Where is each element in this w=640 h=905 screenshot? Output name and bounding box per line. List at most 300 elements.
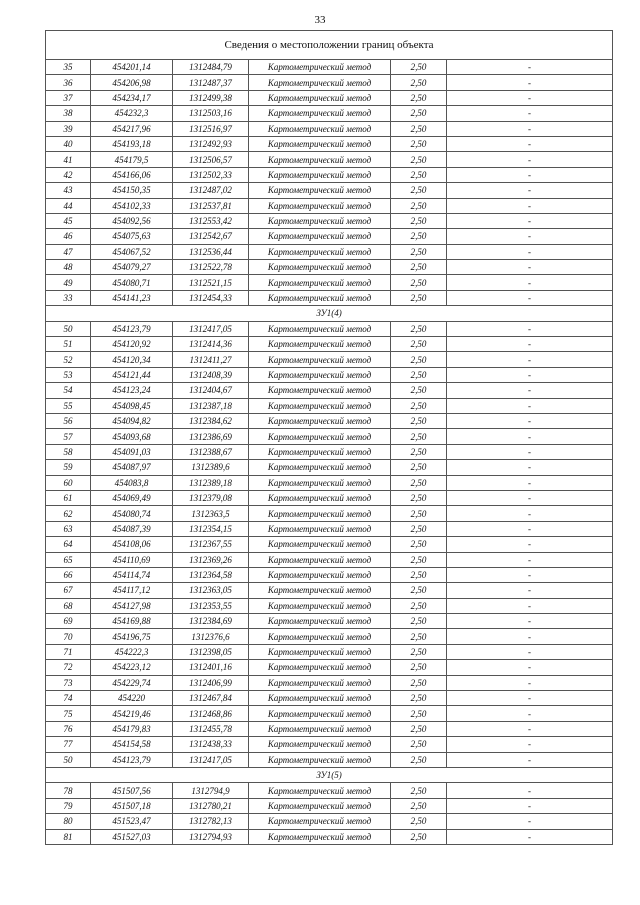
table-row (46, 260, 613, 275)
table-row (46, 798, 613, 813)
description-cell: - (447, 444, 613, 459)
accuracy-cell: 2,50 (391, 352, 447, 367)
y-coordinate-cell: 1312522,78 (173, 260, 249, 275)
table-row (46, 183, 613, 198)
table-row (46, 429, 613, 444)
x-coordinate-cell: 454154,58 (91, 737, 173, 752)
y-coordinate-cell: 1312467,84 (173, 691, 249, 706)
y-coordinate-cell: 1312794,9 (173, 783, 249, 798)
point-number-cell: 80 (46, 814, 91, 829)
table-row (46, 537, 613, 552)
method-cell: Картометрический метод (249, 398, 391, 413)
description-cell: - (447, 814, 613, 829)
point-number-cell: 67 (46, 583, 91, 598)
method-cell: Картометрический метод (249, 337, 391, 352)
point-number-cell: 69 (46, 614, 91, 629)
description-cell: - (447, 783, 613, 798)
x-coordinate-cell: 454067,52 (91, 244, 173, 259)
x-coordinate-cell: 454075,63 (91, 229, 173, 244)
accuracy-cell: 2,50 (391, 521, 447, 536)
y-coordinate-cell: 1312376,6 (173, 629, 249, 644)
y-coordinate-cell: 1312542,67 (173, 229, 249, 244)
method-cell: Картометрический метод (249, 290, 391, 305)
method-cell: Картометрический метод (249, 167, 391, 182)
accuracy-cell: 2,50 (391, 783, 447, 798)
table-row (46, 490, 613, 505)
accuracy-cell: 2,50 (391, 90, 447, 105)
point-number-cell: 63 (46, 521, 91, 536)
description-cell: - (447, 583, 613, 598)
table-row (46, 629, 613, 644)
point-number-cell: 58 (46, 444, 91, 459)
method-cell: Картометрический метод (249, 136, 391, 151)
point-number-cell: 54 (46, 383, 91, 398)
method-cell: Картометрический метод (249, 383, 391, 398)
accuracy-cell: 2,50 (391, 721, 447, 736)
description-cell: - (447, 106, 613, 121)
accuracy-cell: 2,50 (391, 629, 447, 644)
accuracy-cell: 2,50 (391, 567, 447, 582)
point-number-cell: 71 (46, 644, 91, 659)
y-coordinate-cell: 1312401,16 (173, 660, 249, 675)
x-coordinate-cell: 454229,74 (91, 675, 173, 690)
description-cell: - (447, 675, 613, 690)
description-cell: - (447, 829, 613, 844)
method-cell: Картометрический метод (249, 644, 391, 659)
method-cell: Картометрический метод (249, 798, 391, 813)
point-number-cell: 59 (46, 460, 91, 475)
table-row (46, 644, 613, 659)
accuracy-cell: 2,50 (391, 583, 447, 598)
x-coordinate-cell: 454080,74 (91, 506, 173, 521)
accuracy-cell: 2,50 (391, 752, 447, 767)
description-cell: - (447, 321, 613, 336)
y-coordinate-cell: 1312780,21 (173, 798, 249, 813)
method-cell: Картометрический метод (249, 752, 391, 767)
description-cell: - (447, 90, 613, 105)
point-number-cell: 33 (46, 290, 91, 305)
point-number-cell: 62 (46, 506, 91, 521)
method-cell: Картометрический метод (249, 444, 391, 459)
x-coordinate-cell: 454196,75 (91, 629, 173, 644)
y-coordinate-cell: 1312384,62 (173, 413, 249, 428)
x-coordinate-cell: 454123,79 (91, 321, 173, 336)
x-coordinate-cell: 454083,8 (91, 475, 173, 490)
y-coordinate-cell: 1312386,69 (173, 429, 249, 444)
accuracy-cell: 2,50 (391, 660, 447, 675)
y-coordinate-cell: 1312492,93 (173, 136, 249, 151)
description-cell: - (447, 490, 613, 505)
table-row (46, 614, 613, 629)
accuracy-cell: 2,50 (391, 398, 447, 413)
y-coordinate-cell: 1312499,38 (173, 90, 249, 105)
description-cell: - (447, 506, 613, 521)
x-coordinate-cell: 454193,18 (91, 136, 173, 151)
accuracy-cell: 2,50 (391, 75, 447, 90)
method-cell: Картометрический метод (249, 552, 391, 567)
method-cell: Картометрический метод (249, 275, 391, 290)
method-cell: Картометрический метод (249, 152, 391, 167)
table-row (46, 598, 613, 613)
table-row (46, 521, 613, 536)
x-coordinate-cell: 454087,97 (91, 460, 173, 475)
x-coordinate-cell: 454127,98 (91, 598, 173, 613)
description-cell: - (447, 706, 613, 721)
y-coordinate-cell: 1312487,02 (173, 183, 249, 198)
table-row (46, 583, 613, 598)
point-number-cell: 77 (46, 737, 91, 752)
description-cell: - (447, 691, 613, 706)
description-cell: - (447, 260, 613, 275)
table-row (46, 506, 613, 521)
point-number-cell: 72 (46, 660, 91, 675)
x-coordinate-cell: 454234,17 (91, 90, 173, 105)
x-coordinate-cell: 454169,88 (91, 614, 173, 629)
method-cell: Картометрический метод (249, 413, 391, 428)
table-row (46, 475, 613, 490)
point-number-cell: 48 (46, 260, 91, 275)
method-cell: Картометрический метод (249, 783, 391, 798)
accuracy-cell: 2,50 (391, 675, 447, 690)
y-coordinate-cell: 1312794,93 (173, 829, 249, 844)
table-row (46, 460, 613, 475)
y-coordinate-cell: 1312353,55 (173, 598, 249, 613)
point-number-cell: 56 (46, 413, 91, 428)
accuracy-cell: 2,50 (391, 198, 447, 213)
description-cell: - (447, 460, 613, 475)
y-coordinate-cell: 1312364,58 (173, 567, 249, 582)
table-row (46, 90, 613, 105)
method-cell: Картометрический метод (249, 429, 391, 444)
x-coordinate-cell: 454110,69 (91, 552, 173, 567)
x-coordinate-cell: 454087,39 (91, 521, 173, 536)
description-cell: - (447, 521, 613, 536)
y-coordinate-cell: 1312414,36 (173, 337, 249, 352)
accuracy-cell: 2,50 (391, 460, 447, 475)
description-cell: - (447, 136, 613, 151)
method-cell: Картометрический метод (249, 814, 391, 829)
section-label: ЗУ1(4) (46, 306, 613, 321)
method-cell: Картометрический метод (249, 629, 391, 644)
accuracy-cell: 2,50 (391, 213, 447, 228)
y-coordinate-cell: 1312406,99 (173, 675, 249, 690)
y-coordinate-cell: 1312363,05 (173, 583, 249, 598)
description-cell: - (447, 737, 613, 752)
method-cell: Картометрический метод (249, 213, 391, 228)
description-cell: - (447, 275, 613, 290)
table-row (46, 706, 613, 721)
table-row (46, 60, 613, 75)
point-number-cell: 39 (46, 121, 91, 136)
table-row (46, 152, 613, 167)
method-cell: Картометрический метод (249, 121, 391, 136)
y-coordinate-cell: 1312455,78 (173, 721, 249, 736)
point-number-cell: 51 (46, 337, 91, 352)
description-cell: - (447, 229, 613, 244)
accuracy-cell: 2,50 (391, 737, 447, 752)
method-cell: Картометрический метод (249, 706, 391, 721)
accuracy-cell: 2,50 (391, 429, 447, 444)
x-coordinate-cell: 451507,18 (91, 798, 173, 813)
accuracy-cell: 2,50 (391, 706, 447, 721)
table-row (46, 567, 613, 582)
description-cell: - (447, 244, 613, 259)
table-row (46, 752, 613, 767)
x-coordinate-cell: 454121,44 (91, 367, 173, 382)
y-coordinate-cell: 1312487,37 (173, 75, 249, 90)
table-row (46, 367, 613, 382)
accuracy-cell: 2,50 (391, 121, 447, 136)
table-row (46, 290, 613, 305)
description-cell: - (447, 429, 613, 444)
y-coordinate-cell: 1312367,55 (173, 537, 249, 552)
accuracy-cell: 2,50 (391, 337, 447, 352)
point-number-cell: 49 (46, 275, 91, 290)
accuracy-cell: 2,50 (391, 229, 447, 244)
y-coordinate-cell: 1312387,18 (173, 398, 249, 413)
point-number-cell: 50 (46, 321, 91, 336)
accuracy-cell: 2,50 (391, 136, 447, 151)
method-cell: Картометрический метод (249, 475, 391, 490)
accuracy-cell: 2,50 (391, 167, 447, 182)
method-cell: Картометрический метод (249, 60, 391, 75)
method-cell: Картометрический метод (249, 183, 391, 198)
description-cell: - (447, 167, 613, 182)
y-coordinate-cell: 1312468,86 (173, 706, 249, 721)
y-coordinate-cell: 1312417,05 (173, 321, 249, 336)
method-cell: Картометрический метод (249, 260, 391, 275)
y-coordinate-cell: 1312389,18 (173, 475, 249, 490)
accuracy-cell: 2,50 (391, 475, 447, 490)
y-coordinate-cell: 1312379,08 (173, 490, 249, 505)
description-cell: - (447, 567, 613, 582)
x-coordinate-cell: 451523,47 (91, 814, 173, 829)
method-cell: Картометрический метод (249, 598, 391, 613)
y-coordinate-cell: 1312516,97 (173, 121, 249, 136)
method-cell: Картометрический метод (249, 521, 391, 536)
method-cell: Картометрический метод (249, 106, 391, 121)
point-number-cell: 79 (46, 798, 91, 813)
table-row (46, 167, 613, 182)
table-row (46, 783, 613, 798)
x-coordinate-cell: 454094,82 (91, 413, 173, 428)
point-number-cell: 81 (46, 829, 91, 844)
x-coordinate-cell: 454093,68 (91, 429, 173, 444)
method-cell: Картометрический метод (249, 198, 391, 213)
description-cell: - (447, 798, 613, 813)
accuracy-cell: 2,50 (391, 244, 447, 259)
table-row (46, 106, 613, 121)
table-row (46, 383, 613, 398)
method-cell: Картометрический метод (249, 829, 391, 844)
method-cell: Картометрический метод (249, 614, 391, 629)
method-cell: Картометрический метод (249, 229, 391, 244)
description-cell: - (447, 290, 613, 305)
section-label: ЗУ1(5) (46, 767, 613, 782)
description-cell: - (447, 152, 613, 167)
x-coordinate-cell: 454117,12 (91, 583, 173, 598)
point-number-cell: 70 (46, 629, 91, 644)
point-number-cell: 42 (46, 167, 91, 182)
accuracy-cell: 2,50 (391, 413, 447, 428)
method-cell: Картометрический метод (249, 737, 391, 752)
y-coordinate-cell: 1312417,05 (173, 752, 249, 767)
table-row (46, 275, 613, 290)
accuracy-cell: 2,50 (391, 321, 447, 336)
y-coordinate-cell: 1312503,16 (173, 106, 249, 121)
method-cell: Картометрический метод (249, 367, 391, 382)
table-row (46, 721, 613, 736)
accuracy-cell: 2,50 (391, 383, 447, 398)
table-row (46, 136, 613, 151)
method-cell: Картометрический метод (249, 506, 391, 521)
accuracy-cell: 2,50 (391, 490, 447, 505)
y-coordinate-cell: 1312363,5 (173, 506, 249, 521)
point-number-cell: 45 (46, 213, 91, 228)
point-number-cell: 60 (46, 475, 91, 490)
description-cell: - (447, 721, 613, 736)
y-coordinate-cell: 1312404,67 (173, 383, 249, 398)
y-coordinate-cell: 1312411,27 (173, 352, 249, 367)
y-coordinate-cell: 1312408,39 (173, 367, 249, 382)
table-row (46, 213, 613, 228)
point-number-cell: 50 (46, 752, 91, 767)
page-number: 33 (314, 14, 326, 26)
point-number-cell: 66 (46, 567, 91, 582)
accuracy-cell: 2,50 (391, 290, 447, 305)
description-cell: - (447, 337, 613, 352)
description-cell: - (447, 213, 613, 228)
method-cell: Картометрический метод (249, 675, 391, 690)
accuracy-cell: 2,50 (391, 644, 447, 659)
table-row (46, 337, 613, 352)
table-row (46, 814, 613, 829)
point-number-cell: 65 (46, 552, 91, 567)
description-cell: - (447, 383, 613, 398)
description-cell: - (447, 121, 613, 136)
accuracy-cell: 2,50 (391, 598, 447, 613)
y-coordinate-cell: 1312369,26 (173, 552, 249, 567)
y-coordinate-cell: 1312553,42 (173, 213, 249, 228)
x-coordinate-cell: 454232,3 (91, 106, 173, 121)
table-row (46, 552, 613, 567)
x-coordinate-cell: 454098,45 (91, 398, 173, 413)
point-number-cell: 41 (46, 152, 91, 167)
table-row (46, 691, 613, 706)
accuracy-cell: 2,50 (391, 814, 447, 829)
description-cell: - (447, 475, 613, 490)
method-cell: Картометрический метод (249, 567, 391, 582)
accuracy-cell: 2,50 (391, 260, 447, 275)
x-coordinate-cell: 454091,03 (91, 444, 173, 459)
accuracy-cell: 2,50 (391, 537, 447, 552)
x-coordinate-cell: 454222,3 (91, 644, 173, 659)
x-coordinate-cell: 454220 (91, 691, 173, 706)
description-cell: - (447, 183, 613, 198)
x-coordinate-cell: 454150,35 (91, 183, 173, 198)
y-coordinate-cell: 1312354,15 (173, 521, 249, 536)
accuracy-cell: 2,50 (391, 829, 447, 844)
x-coordinate-cell: 454223,12 (91, 660, 173, 675)
x-coordinate-cell: 454206,98 (91, 75, 173, 90)
x-coordinate-cell: 454179,5 (91, 152, 173, 167)
table-row (46, 121, 613, 136)
point-number-cell: 78 (46, 783, 91, 798)
point-number-cell: 64 (46, 537, 91, 552)
description-cell: - (447, 398, 613, 413)
accuracy-cell: 2,50 (391, 552, 447, 567)
y-coordinate-cell: 1312536,44 (173, 244, 249, 259)
x-coordinate-cell: 454201,14 (91, 60, 173, 75)
point-number-cell: 37 (46, 90, 91, 105)
x-coordinate-cell: 454141,23 (91, 290, 173, 305)
table-row (46, 413, 613, 428)
section-header-row (46, 306, 613, 321)
x-coordinate-cell: 454102,33 (91, 198, 173, 213)
point-number-cell: 47 (46, 244, 91, 259)
description-cell: - (447, 752, 613, 767)
accuracy-cell: 2,50 (391, 152, 447, 167)
table-row (46, 829, 613, 844)
y-coordinate-cell: 1312398,05 (173, 644, 249, 659)
x-coordinate-cell: 454079,27 (91, 260, 173, 275)
method-cell: Картометрический метод (249, 90, 391, 105)
point-number-cell: 52 (46, 352, 91, 367)
method-cell: Картометрический метод (249, 321, 391, 336)
y-coordinate-cell: 1312506,57 (173, 152, 249, 167)
method-cell: Картометрический метод (249, 537, 391, 552)
y-coordinate-cell: 1312438,33 (173, 737, 249, 752)
y-coordinate-cell: 1312388,67 (173, 444, 249, 459)
y-coordinate-cell: 1312454,33 (173, 290, 249, 305)
point-number-cell: 55 (46, 398, 91, 413)
description-cell: - (447, 644, 613, 659)
method-cell: Картометрический метод (249, 244, 391, 259)
accuracy-cell: 2,50 (391, 367, 447, 382)
point-number-cell: 74 (46, 691, 91, 706)
description-cell: - (447, 629, 613, 644)
x-coordinate-cell: 454120,34 (91, 352, 173, 367)
x-coordinate-cell: 454080,71 (91, 275, 173, 290)
table-row (46, 198, 613, 213)
point-number-cell: 35 (46, 60, 91, 75)
point-number-cell: 46 (46, 229, 91, 244)
point-number-cell: 73 (46, 675, 91, 690)
description-cell: - (447, 413, 613, 428)
point-number-cell: 57 (46, 429, 91, 444)
accuracy-cell: 2,50 (391, 798, 447, 813)
description-cell: - (447, 660, 613, 675)
y-coordinate-cell: 1312389,6 (173, 460, 249, 475)
table-row (46, 398, 613, 413)
x-coordinate-cell: 454217,96 (91, 121, 173, 136)
table-body (46, 31, 613, 845)
accuracy-cell: 2,50 (391, 614, 447, 629)
table-row (46, 75, 613, 90)
y-coordinate-cell: 1312782,13 (173, 814, 249, 829)
x-coordinate-cell: 454108,06 (91, 537, 173, 552)
method-cell: Картометрический метод (249, 75, 391, 90)
point-number-cell: 38 (46, 106, 91, 121)
point-number-cell: 53 (46, 367, 91, 382)
y-coordinate-cell: 1312384,69 (173, 614, 249, 629)
x-coordinate-cell: 454219,46 (91, 706, 173, 721)
point-number-cell: 68 (46, 598, 91, 613)
x-coordinate-cell: 451507,56 (91, 783, 173, 798)
table-row (46, 352, 613, 367)
table-title: Сведения о местоположении границ объекта (46, 31, 613, 60)
point-number-cell: 36 (46, 75, 91, 90)
